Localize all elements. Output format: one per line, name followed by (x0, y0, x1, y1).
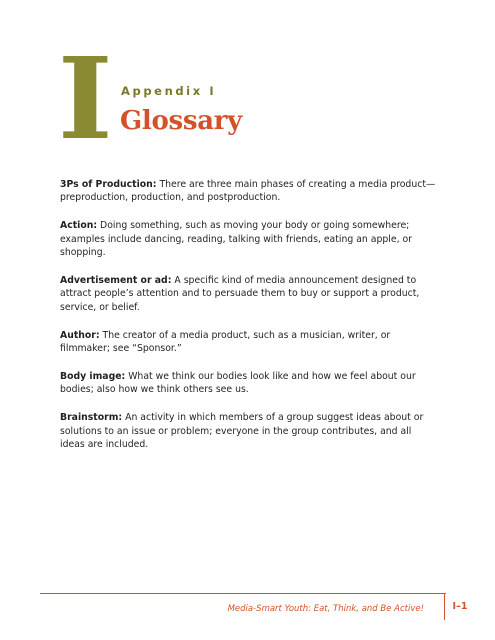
page-number: I–1 (452, 601, 468, 612)
glossary-entry (60, 219, 436, 259)
appendix-label: Appendix I (121, 84, 217, 98)
glossary-entry (60, 370, 436, 397)
entry-term: Body image: (60, 371, 126, 383)
entry-definition: A specific kind of media announcement designed to attract people’s attention and to persuade them to buy or support a product, service, or belief. (60, 275, 420, 313)
appendix-letter: I (57, 34, 111, 165)
entry-term: 3Ps of Production: (60, 179, 157, 190)
entry-term: Action: (60, 220, 98, 232)
glossary-entry (60, 274, 436, 314)
entry-term: Advertisement or ad: (60, 275, 172, 287)
glossary-entry (60, 178, 436, 205)
entry-definition: What we think our bodies look like and how we feel about our bodies; also how we think others see us. (60, 371, 416, 396)
glossary-entries (60, 178, 436, 466)
entry-definition: There are three main phases of creating a media product—preproduction, production, and postproduction. (60, 179, 436, 204)
page-number-box (444, 593, 475, 620)
glossary-entry (60, 411, 436, 451)
entry-definition: The creator of a media product, such as a musician, writer, or filmmaker; see “Sponsor.” (60, 329, 391, 355)
footer-book-title: Media-Smart Youth: Eat, Think, and Be Active! (227, 604, 424, 614)
glossary-entry (60, 329, 436, 356)
footer-divider (40, 593, 446, 594)
entry-definition: Doing something, such as moving your body or going somewhere; examples include dancing, reading, talking with friends, eating an apple, or shopping. (60, 220, 412, 259)
entry-definition: An activity in which members of a group suggest ideas about or solutions to an issue or problem; everyone in the group contributes, and all ideas are included. (60, 412, 424, 451)
entry-term: Author: (60, 329, 100, 341)
page-title: Glossary (120, 106, 242, 136)
entry-term: Brainstorm: (60, 412, 123, 424)
